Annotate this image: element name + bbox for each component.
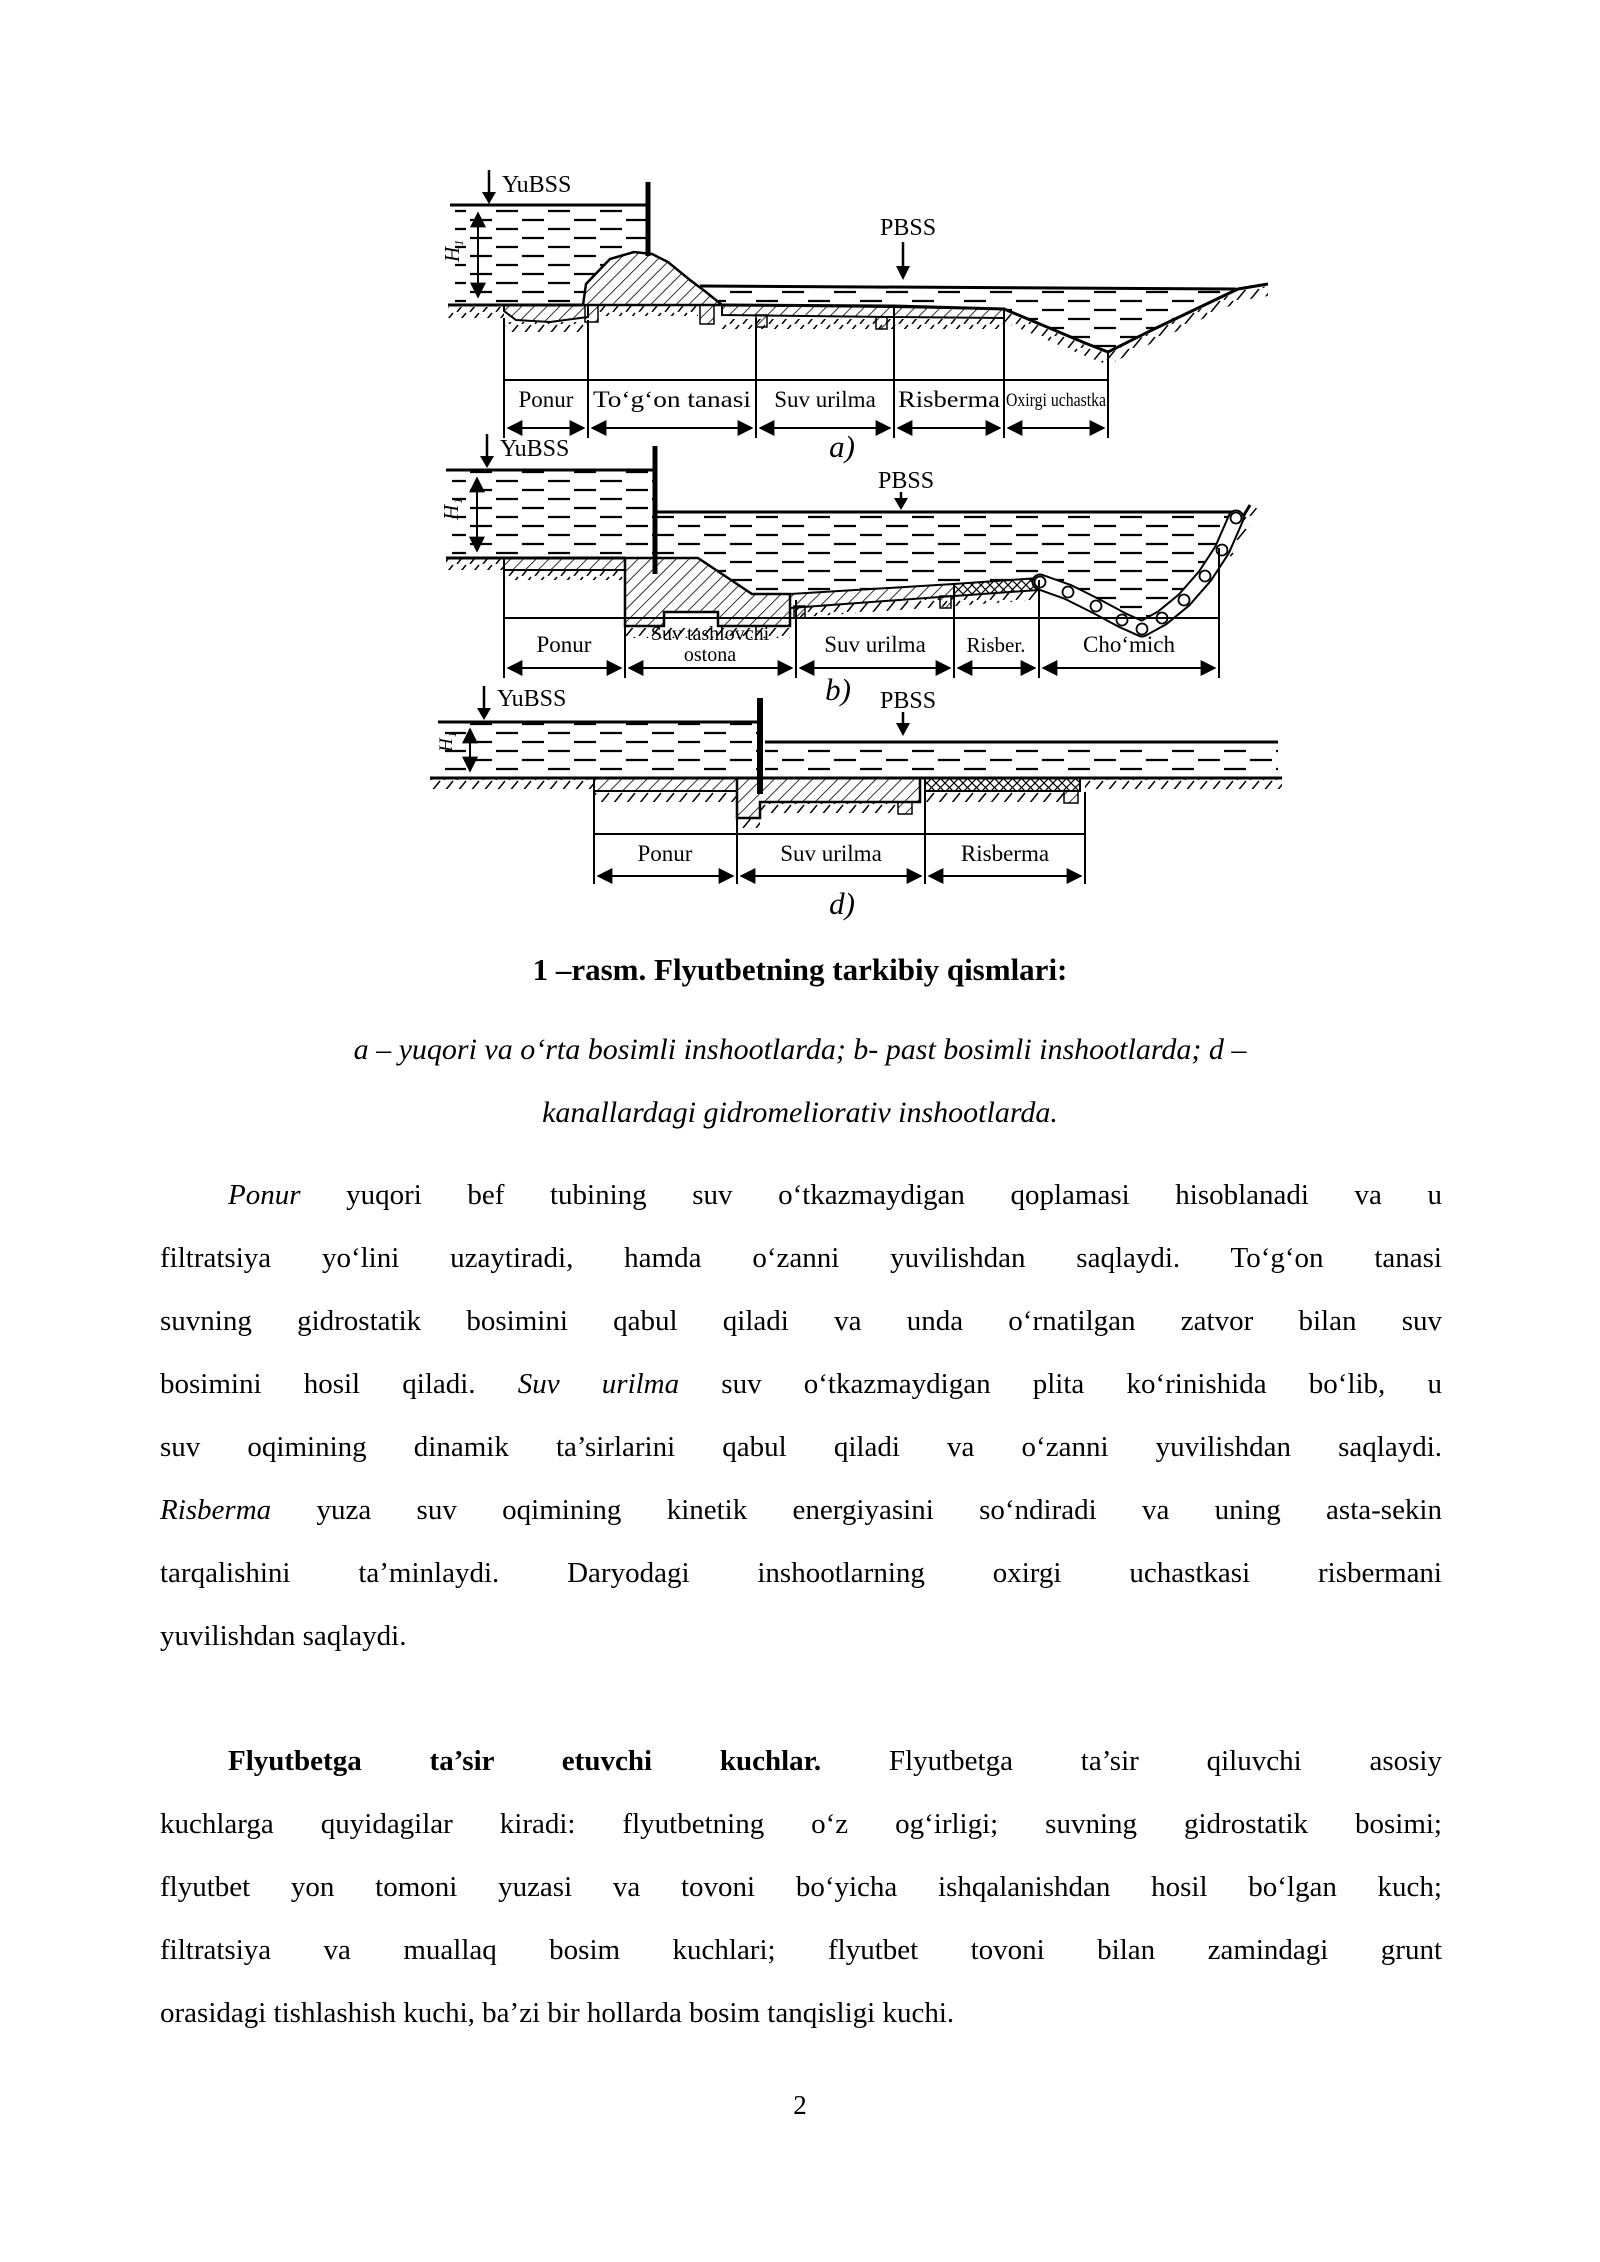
section-label: Ponur (536, 632, 592, 657)
ground-hatch (598, 306, 698, 316)
pbss-marker-icon (896, 723, 910, 736)
ground-hatch (504, 322, 588, 332)
ground-hatch (504, 570, 625, 580)
diagram-d (430, 686, 1282, 921)
diagram-d-caption: d) (829, 886, 855, 921)
upstream-water (452, 470, 655, 558)
text-line: suvning gidrostatik bosimini qabul qiladi va unda o‘rnatilgan zatvor bilan suv (160, 1305, 1442, 1337)
ponur-apron (504, 305, 588, 322)
yubss-marker-icon (482, 192, 496, 204)
ponur-apron (504, 558, 625, 570)
diagram-a (440, 170, 1268, 464)
figure-diagrams (0, 0, 1600, 935)
risberma-strip (925, 778, 1080, 791)
ground-hatch (925, 792, 1064, 802)
text-line: filtratsiya va muallaq bosim kuchlari; flyutbet tovoni bilan zamindagi grunt (160, 1934, 1442, 1966)
figure-subcaption-line1: a – yuqori va o‘rta bosimli inshootlarda; b- past bosimli inshootlarda; d – (353, 1033, 1247, 1066)
section-label: Ponur (518, 387, 574, 412)
ground-hatch (760, 803, 898, 813)
tailwater (765, 742, 1278, 778)
section-label: Suv tashlovchi (650, 623, 770, 645)
text-line: filtratsiya yo‘lini uzaytiradi, hamda o‘zanni yuvilishdan saqlaydi. To‘g‘on tanasi (160, 1242, 1442, 1274)
downstream-level-label: PBSS (880, 688, 937, 714)
page-number: 2 (793, 2090, 807, 2120)
risberma-tooth (1064, 791, 1078, 803)
dam-cutoff (700, 305, 714, 324)
diagram-a-caption: a) (829, 429, 855, 464)
slab-tooth (898, 802, 912, 814)
yubss-marker-icon (480, 456, 494, 468)
figure-subcaption-line2: kanallardagi gidromeliorativ inshootlarda. (542, 1096, 1058, 1129)
head-label: H₁ (439, 497, 463, 520)
ground-hatch (1085, 779, 1282, 789)
section-label: Suv urilma (780, 841, 882, 866)
text-line: yuvilishdan saqlaydi. (160, 1620, 407, 1652)
upstream-level-label: YuBSS (497, 686, 567, 712)
upstream-level-label: YuBSS (500, 436, 570, 462)
head-label: H₁ (436, 731, 457, 752)
diagram-b-caption: b) (825, 672, 851, 707)
upstream-water (445, 722, 760, 778)
text-line: Risberma yuza suv oqimining kinetik energiyasini so‘ndiradi va uning asta-sekin (160, 1494, 1442, 1526)
ground-hatch (430, 779, 594, 789)
risberma-strip (894, 307, 1004, 318)
figure-caption: 1 –rasm. Flyutbetning tarkibiy qismlari: (532, 952, 1068, 987)
pbss-marker-icon (896, 266, 910, 280)
downstream-level-label: PBSS (878, 468, 935, 494)
figure-subcaption (230, 1018, 1370, 1144)
paragraph-ponur-description (160, 1164, 1442, 1668)
paragraph-forces-on-flyutbet (160, 1730, 1442, 2045)
slab-tooth (940, 596, 951, 608)
yubss-marker-icon (477, 708, 491, 720)
section-label: Cho‘mich (1083, 632, 1175, 657)
diagram-b (439, 434, 1260, 707)
section-label: ostona (683, 644, 737, 666)
section-label: Suv urilma (774, 387, 876, 412)
dam-cutoff (585, 305, 598, 322)
slab-tooth (876, 317, 887, 329)
slab-tooth (756, 315, 767, 327)
text-line: kuchlarga quyidagilar kiradi: flyutbetning o‘z og‘irligi; suvning gidrostatik bosimi; (160, 1808, 1442, 1840)
section-label: Risberma (960, 841, 1050, 866)
section-label: To‘g‘on tanasi (593, 387, 751, 412)
ponur-apron (594, 778, 737, 791)
upstream-level-label: YuBSS (502, 172, 572, 198)
section-label: Oxirgi uchastka (1006, 390, 1107, 411)
ground-hatch (446, 559, 504, 570)
section-label: Risber. (966, 633, 1026, 657)
section-label: Risberma (898, 387, 1000, 412)
section-label: Ponur (637, 841, 693, 866)
stilling-slab (722, 305, 894, 317)
text-line: orasidagi tishlashish kuchi, ba’zi bir hollarda bosim tanqisligi kuchi. (160, 1997, 955, 2029)
text-line: bosimini hosil qiladi. Suv urilma suv o‘tkazmaydigan plita ko‘rinishida bo‘lib, u (160, 1368, 1442, 1400)
text-line: Flyutbetga ta’sir etuvchi kuchlar. Flyutbetga ta’sir qiluvchi asosiy (228, 1745, 1442, 1777)
text-line: suv oqimining dinamik ta’sirlarini qabul qiladi va o‘zanni yuvilishdan saqlaydi. (160, 1431, 1442, 1463)
head-label: H₁ (440, 239, 464, 262)
text-line: flyutbet yon tomoni yuzasi va tovoni bo‘yicha ishqalanishdan hosil bo‘lgan kuch; (160, 1871, 1442, 1903)
ground-hatch (448, 307, 504, 318)
ground-hatch (594, 792, 737, 802)
ground-hatch (737, 819, 760, 829)
text-line: tarqalishini ta’minlaydi. Daryodagi inshootlarning oxirgi uchastkasi risbermani (160, 1557, 1442, 1589)
section-label: Suv urilma (824, 632, 926, 657)
pbss-marker-icon (894, 498, 908, 510)
text-line: Ponur yuqori bef tubining suv o‘tkazmaydigan qoplamasi hisoblanadi va u (228, 1179, 1442, 1211)
downstream-level-label: PBSS (880, 215, 937, 241)
